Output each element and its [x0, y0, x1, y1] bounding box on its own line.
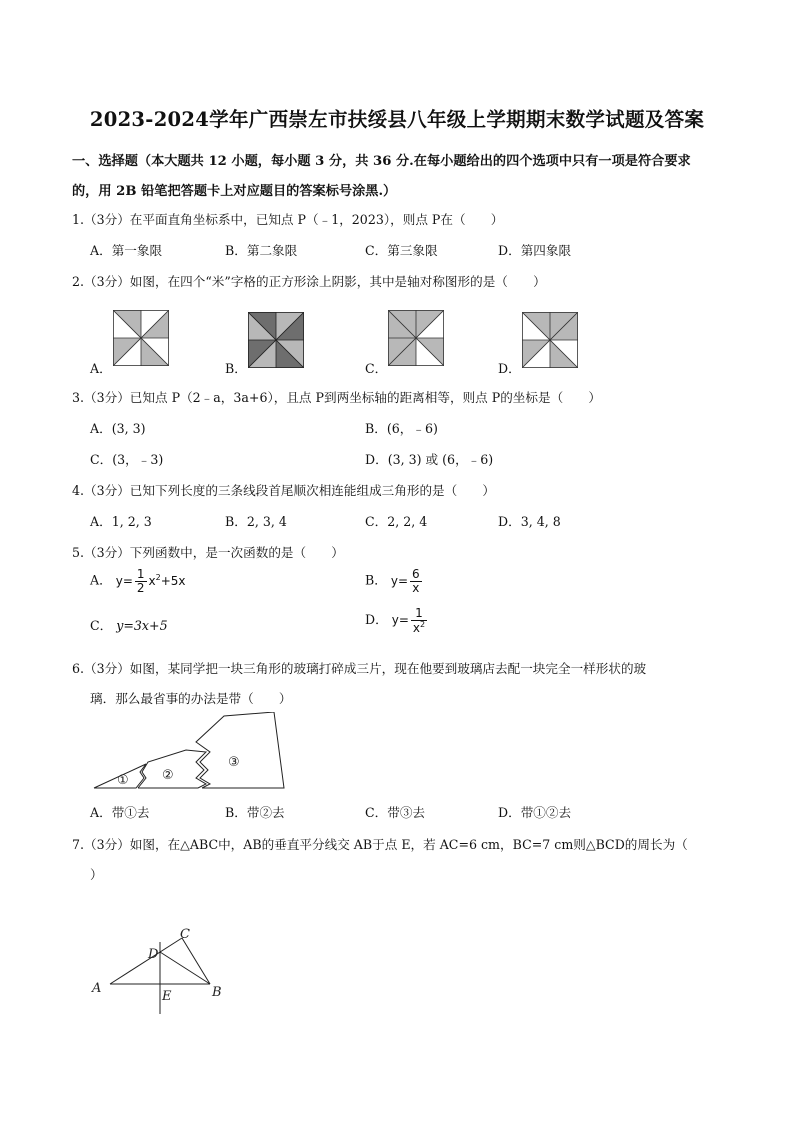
- q5d-num: 1: [411, 607, 427, 621]
- q5a-exp: 2: [155, 572, 161, 582]
- q5d-lhs: y=: [391, 613, 409, 628]
- q4-option-c: C．2, 2, 4: [365, 514, 428, 529]
- q6-option-c: C．带③去: [365, 805, 426, 820]
- label-c: C: [180, 927, 190, 942]
- section-1-header-line2: 的，用 2B 铅笔把答题卡上对应题目的答案标号涂黑.）: [72, 184, 397, 199]
- q5b-den: x: [412, 580, 420, 595]
- q3-option-c: C．(3，﹣3): [90, 452, 164, 467]
- q5a-den: 2: [136, 580, 145, 595]
- segment-ac: [110, 938, 182, 984]
- q5c-label: C．: [90, 618, 113, 633]
- q4-option-b: B．2, 3, 4: [225, 514, 287, 529]
- q2-figure-c: [388, 310, 444, 366]
- q2-option-b: B．: [225, 361, 247, 376]
- question-5: 5.（3分）下列函数中，是一次函数的是（ ）: [72, 545, 344, 560]
- q6-glass-figure: [88, 712, 298, 792]
- q4-option-d: D．3, 4, 8: [498, 514, 561, 529]
- q5d-den: $x^2$: [412, 619, 426, 635]
- question-7-line1: 7.（3分）如图，在△ABC中，AB的垂直平分线交 AB于点 E，若 AC=6 cm，BC=7 cm则△BCD的周长为（: [72, 837, 688, 852]
- q4-option-a: A．1, 2, 3: [90, 514, 152, 529]
- label-a: A: [92, 981, 102, 996]
- q1-option-a: A．第一象限: [90, 243, 163, 258]
- question-1: 1.（3分）在平面直角坐标系中，已知点 P（﹣1，2023），则点 P在（ ）: [72, 212, 504, 227]
- label-b: B: [212, 985, 222, 1000]
- question-7-line2: ）: [90, 867, 103, 882]
- q5-option-d: [365, 607, 429, 634]
- q5d-exp: 2: [419, 619, 426, 629]
- q5b-lhs: y=: [390, 573, 409, 588]
- label-e: E: [162, 989, 172, 1004]
- q5a-lhs: y=: [115, 573, 133, 588]
- q2-figure-d: [522, 312, 578, 368]
- q5d-label: D．: [365, 612, 388, 628]
- segment-db: [160, 952, 210, 984]
- q1-option-c: C．第三象限: [365, 243, 438, 258]
- section-1-header-line1: 一、选择题（本大题共 12 小题，每小题 3 分，共 36 分.在每小题给出的四个选项中只有一项是符合要求: [72, 154, 691, 169]
- question-3: 3.（3分）已知点 P（2﹣a，3a+6），且点 P到两坐标轴的距离相等，则点 P的坐标是（ ）: [72, 390, 601, 405]
- q1-option-b: B．第二象限: [225, 243, 298, 258]
- q5-option-c: [90, 615, 168, 634]
- q5b-num: 6: [412, 567, 420, 581]
- label-d: D: [148, 947, 159, 962]
- q7-triangle-figure: [88, 922, 228, 1022]
- question-4: 4.（3分）已知下列长度的三条线段首尾顺次相连能组成三角形的是（ ）: [72, 483, 496, 498]
- question-2: 2.（3分）如图，在四个“米”字格的正方形涂上阴影，其中是轴对称图形的是（ ）: [72, 274, 546, 289]
- q2-option-d: D．: [498, 361, 521, 376]
- q2-option-c: C．: [365, 361, 388, 376]
- q3-option-d: D．(3, 3) 或 (6，﹣6): [365, 452, 494, 467]
- piece-label-2: ②: [162, 768, 174, 783]
- q3-option-b: B．(6，﹣6): [365, 421, 438, 436]
- question-6-line1: 6.（3分）如图，某同学把一块三角形的玻璃打碎成三片，现在他要到玻璃店去配一块完全一样形状的玻: [72, 661, 647, 676]
- q5-option-b: [365, 568, 424, 594]
- q5b-label: B．: [365, 572, 387, 588]
- piece-label-3: ③: [228, 755, 240, 770]
- q5a-num: 1: [136, 567, 145, 581]
- segment-cb: [182, 938, 210, 984]
- q6-option-b: B．带②去: [225, 805, 285, 820]
- q5a-var: x: [148, 573, 156, 588]
- q3-option-a: A．(3, 3): [90, 421, 146, 436]
- q6-option-a: A．带①去: [90, 805, 150, 820]
- q5a-tail: +5x: [160, 573, 186, 588]
- q5c-expr: y=3x+5: [116, 618, 168, 633]
- q2-figure-b: [248, 312, 304, 368]
- glass-piece-3: [196, 712, 284, 788]
- q6-option-d: D．带①②去: [498, 805, 572, 820]
- page-title: 2023-2024学年广西崇左市扶绥县八年级上学期期末数学试题及答案: [89, 108, 705, 131]
- q5a-label: A．: [90, 572, 112, 588]
- piece-label-1: ①: [117, 773, 129, 788]
- q2-figure-a: [113, 310, 169, 366]
- q2-option-a: A．: [90, 361, 112, 376]
- q5-option-a: [90, 568, 186, 594]
- q1-option-d: D．第四象限: [498, 243, 572, 258]
- question-6-line2: 璃．那么最省事的办法是带（ ）: [90, 691, 292, 706]
